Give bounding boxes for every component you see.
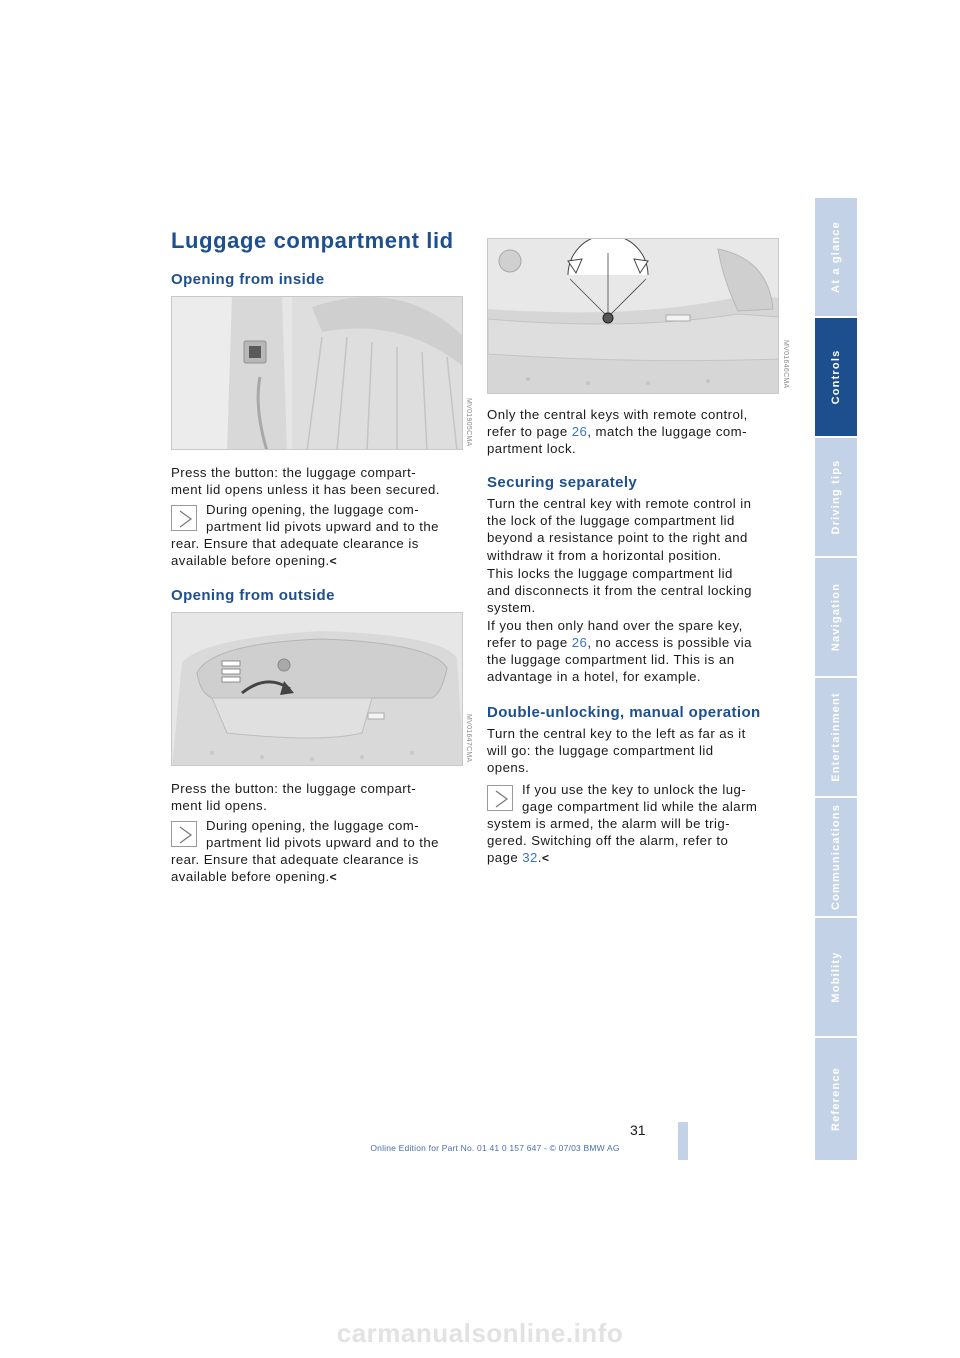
figure-code: MV01905CMA bbox=[465, 398, 472, 447]
tab-driving-tips[interactable] bbox=[815, 438, 857, 556]
tab-label: Reference bbox=[830, 1067, 842, 1131]
watermark: carmanualsonline.info bbox=[336, 1318, 624, 1348]
tab-entertainment[interactable] bbox=[815, 678, 857, 796]
tab-label: Communications bbox=[830, 803, 842, 911]
paragraph: Turn the central key with remote control in the lock of the luggage compartment lid beyond a resistance point to the right and withdraw it from a horizontal position. bbox=[487, 496, 752, 563]
tab-communications[interactable] bbox=[815, 798, 857, 916]
figure-key-lock bbox=[487, 238, 779, 394]
tab-label: At a glance bbox=[830, 221, 842, 293]
note-text: During opening, the luggage com- partment lid pivots upward and to the bbox=[206, 502, 439, 535]
paragraph: This locks the luggage compartment lid and disconnects it from the central locking system. If you then only hand over the spare key, refer to page 26, no access is possible via the luggage compartment lid. This is an advantage in a hotel, for example. bbox=[487, 566, 752, 685]
tab-label: Navigation bbox=[830, 582, 842, 652]
note-text-cont: rear. Ensure that adequate clearance is available before opening.< bbox=[171, 536, 419, 569]
heading-opening-from-inside: Opening from inside bbox=[171, 271, 325, 288]
paragraph: Press the button: the luggage compart- ment lid opens unless it has been secured. bbox=[171, 465, 440, 498]
paragraph: Only the central keys with remote control, refer to page 26, match the luggage com- partment lock. bbox=[487, 407, 748, 457]
page-link[interactable]: 32 bbox=[522, 850, 538, 866]
chapter-tabs bbox=[815, 198, 857, 1160]
heading-double-unlocking: Double-unlocking, manual operation bbox=[487, 704, 761, 721]
note-text: During opening, the luggage com- partment lid pivots upward and to the bbox=[206, 818, 439, 851]
tab-at-a-glance[interactable] bbox=[815, 198, 857, 316]
note-arrow-icon bbox=[171, 821, 197, 847]
tab-label: Controls bbox=[830, 349, 842, 405]
tab-label: Entertainment bbox=[830, 692, 842, 782]
paragraph: Press the button: the luggage compart- ment lid opens. bbox=[171, 781, 417, 814]
note-arrow-icon bbox=[171, 505, 197, 531]
page-title: Luggage compartment lid bbox=[171, 228, 454, 253]
tab-reference[interactable] bbox=[815, 1038, 857, 1160]
note-arrow-icon bbox=[487, 785, 513, 811]
figure-interior-button bbox=[171, 296, 463, 450]
page-link[interactable]: 26 bbox=[571, 634, 588, 650]
paragraph: Turn the central key to the left as far as it will go: the luggage compartment lid opens. bbox=[487, 726, 746, 776]
tab-navigation[interactable] bbox=[815, 558, 857, 676]
heading-opening-from-outside: Opening from outside bbox=[171, 587, 335, 604]
note-text-cont: rear. Ensure that adequate clearance is available before opening.< bbox=[171, 852, 419, 885]
page-link[interactable]: 26 bbox=[571, 424, 588, 440]
tab-label: Driving tips bbox=[830, 459, 842, 535]
figure-trunk-exterior bbox=[171, 612, 463, 766]
page-number: 31 bbox=[630, 1122, 646, 1138]
figure-code: MV01647CMA bbox=[465, 714, 472, 763]
tab-label: Mobility bbox=[830, 951, 842, 1003]
tab-controls[interactable] bbox=[815, 318, 857, 436]
figure-code: MV01646CMA bbox=[782, 340, 789, 389]
note-text: If you use the key to unlock the lug- gage compartment lid while the alarm bbox=[522, 782, 758, 815]
heading-securing-separately: Securing separately bbox=[487, 474, 638, 491]
page-number-bar bbox=[678, 1122, 688, 1160]
footer-edition: Online Edition for Part No. 01 41 0 157 647 - © 07/03 BMW AG bbox=[370, 1143, 620, 1153]
note-text-cont: system is armed, the alarm will be trig- gered. Switching off the alarm, refer to page 32.< bbox=[487, 816, 730, 866]
tab-mobility[interactable] bbox=[815, 918, 857, 1036]
